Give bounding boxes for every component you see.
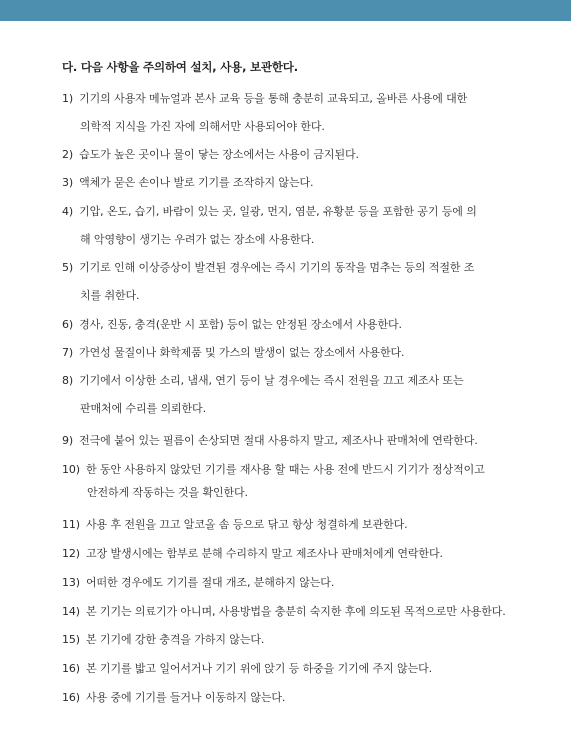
item-number: 4): [62, 205, 74, 218]
item-text: 본 기기를 밟고 일어서거나 기기 위에 앉기 등 하중을 기기에 주지 않는다.: [86, 662, 433, 675]
item-number: 9): [62, 434, 74, 447]
item-text: 한 동안 사용하지 않았던 기기를 재사용 할 때는 사용 전에 반드시 기기가 정상적이고: [86, 463, 485, 476]
list-item: [62, 631, 264, 647]
item-text: 어떠한 경우에도 기기를 절대 개조, 분해하지 않는다.: [86, 576, 335, 589]
list-item-continuation: [80, 118, 325, 134]
item-number: 13): [62, 576, 80, 589]
list-item: [62, 203, 477, 219]
item-text: 사용 중에 기기를 들거나 이동하지 않는다.: [86, 691, 286, 704]
list-item: [62, 545, 443, 561]
list-item: [62, 259, 474, 275]
item-text: 해 악영향이 생기는 우려가 없는 장소에 사용한다.: [80, 233, 315, 246]
item-text: 액체가 묻은 손이나 발로 기기를 조작하지 않는다.: [79, 176, 314, 189]
item-number: 12): [62, 547, 80, 560]
item-text: 사용 후 전원을 끄고 알코올 솜 등으로 닦고 항상 청결하게 보관한다.: [86, 518, 408, 531]
item-text: 판매처에 수리를 의뢰한다.: [80, 402, 206, 415]
item-text: 기기의 사용자 메뉴얼과 본사 교육 등을 통해 충분히 교육되고, 올바른 사용에 대한: [79, 92, 468, 105]
list-item: [62, 603, 506, 619]
list-item: [62, 372, 463, 388]
item-number: 11): [62, 518, 80, 531]
item-text: 습도가 높은 곳이나 물이 닿는 장소에서는 사용이 금지된다.: [79, 148, 359, 161]
item-number: 3): [62, 176, 74, 189]
item-text: 고장 발생시에는 함부로 분해 수리하지 말고 제조사나 판매처에게 연락한다.: [86, 547, 443, 560]
item-number: 7): [62, 346, 74, 359]
item-number: 6): [62, 318, 74, 331]
list-item-continuation: [80, 231, 314, 247]
section-heading: 다. 다음 사항을 주의하여 설치, 사용, 보관한다.: [62, 60, 298, 74]
item-number: 15): [62, 633, 80, 646]
item-text: 본 기기에 강한 충격을 가하지 않는다.: [86, 633, 265, 646]
list-item: [62, 461, 485, 477]
item-text: 본 기기는 의료기가 아니며, 사용방법을 충분히 숙지한 후에 의도된 목적으로만 사용한다.: [86, 605, 506, 618]
list-item: [62, 660, 432, 676]
list-item: [62, 146, 359, 162]
item-number: 1): [62, 92, 74, 105]
list-item: [62, 689, 285, 705]
item-text: 기기로 인해 이상증상이 발견된 경우에는 즉시 기기의 동작을 멈추는 등의 적절한 조: [79, 261, 475, 274]
item-number: 8): [62, 374, 74, 387]
list-item: [62, 516, 408, 532]
list-item: [62, 316, 402, 332]
list-item: [62, 574, 334, 590]
item-text: 안전하게 작동하는 것을 확인한다.: [87, 486, 248, 499]
item-text: 치를 취한다.: [80, 289, 140, 302]
list-item: [62, 90, 467, 106]
item-text: 기기에서 이상한 소리, 냄새, 연기 등이 날 경우에는 즉시 전원을 끄고 제조사 또는: [79, 374, 464, 387]
list-item-continuation: [87, 484, 248, 500]
item-text: 의학적 지식을 가진 자에 의해서만 사용되어야 한다.: [80, 120, 325, 133]
item-text: 가연성 물질이나 화학제품 및 가스의 발생이 없는 장소에서 사용한다.: [79, 346, 405, 359]
list-item: [62, 174, 313, 190]
item-number: 14): [62, 605, 80, 618]
list-item-continuation: [80, 400, 206, 416]
list-item: [62, 432, 478, 448]
item-text: 전극에 붙어 있는 필름이 손상되면 절대 사용하지 말고, 제조사나 판매처에 연락한다.: [79, 434, 478, 447]
list-item: [62, 344, 404, 360]
item-text: 경사, 진동, 충격(운반 시 포함) 등이 없는 안정된 장소에서 사용한다.: [79, 318, 402, 331]
list-item-continuation: [80, 287, 139, 303]
item-number: 2): [62, 148, 74, 161]
item-text: 기압, 온도, 습기, 바람이 있는 곳, 일광, 먼지, 염분, 유황분 등을 포함한 공기 등에 의: [79, 205, 477, 218]
item-number: 16): [62, 691, 80, 704]
item-number: 5): [62, 261, 74, 274]
item-number: 16): [62, 662, 80, 675]
item-number: 10): [62, 463, 80, 476]
